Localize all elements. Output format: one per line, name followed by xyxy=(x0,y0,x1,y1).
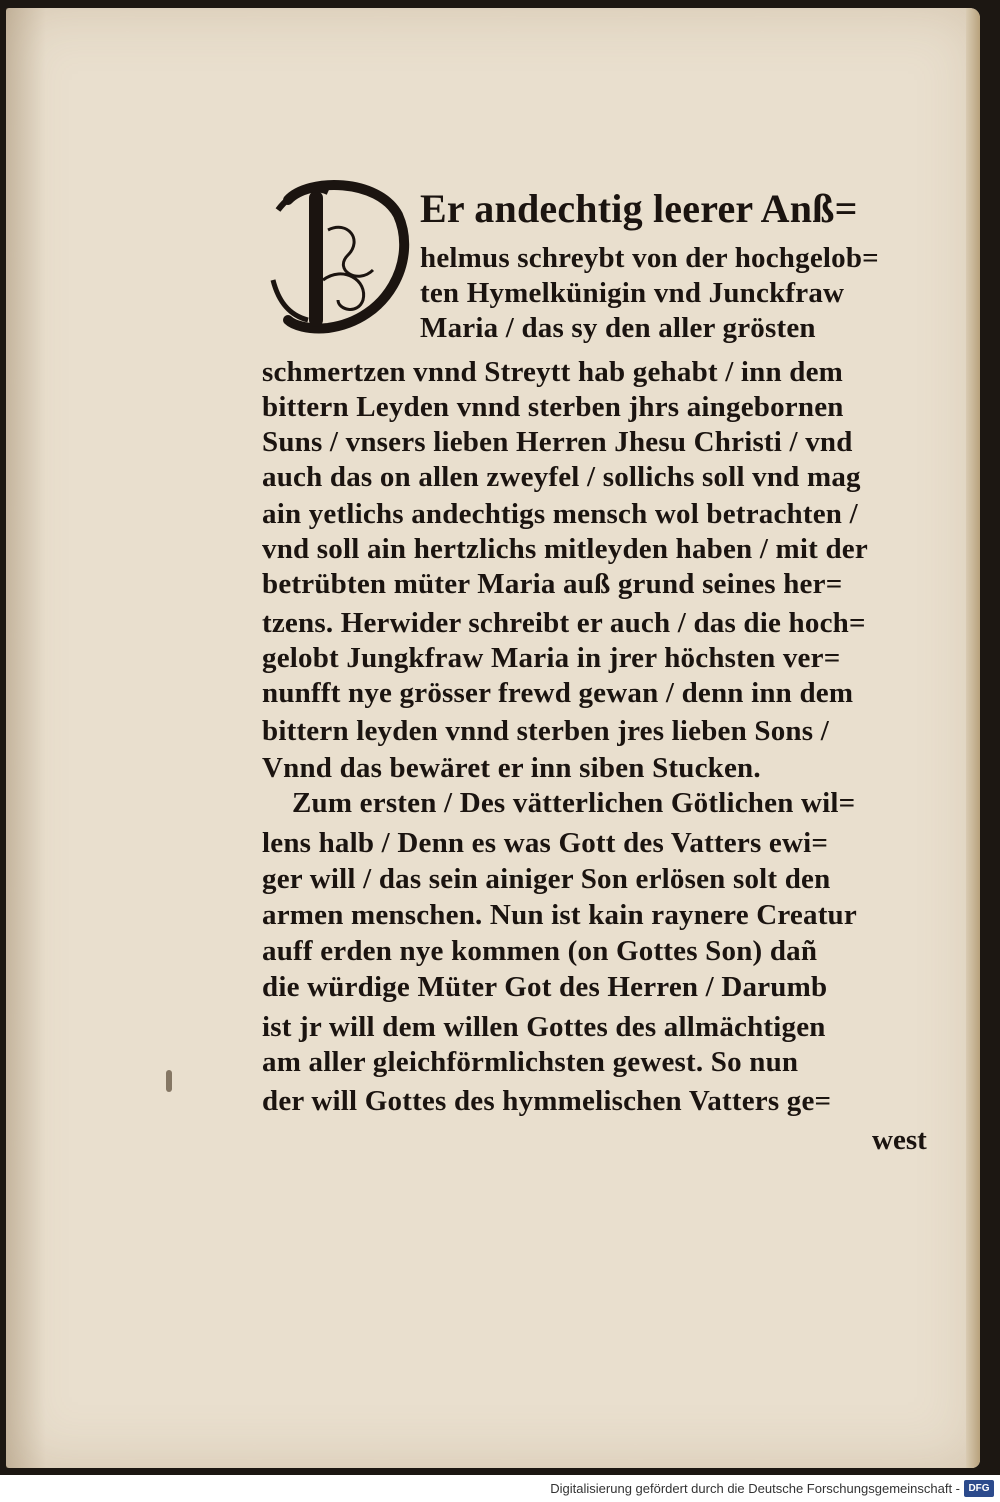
footer-bar xyxy=(0,1476,1000,1502)
page-gutter-shadow xyxy=(6,8,46,1468)
text-line-11: betrübten müter Maria auß grund seines her= xyxy=(262,568,843,600)
text-line-24: am aller gleichförmlichsten gewest. So nun xyxy=(262,1046,799,1078)
text-line-6: bittern Leyden vnnd sterben jhrs aingebornen xyxy=(262,391,844,423)
text-line-1: Er andechtig leerer Anß= xyxy=(420,186,858,231)
text-line-13: gelobt Jungkfraw Maria in jrer höchsten ver= xyxy=(262,642,841,674)
text-line-10: vnd soll ain hertzlichs mitleyden haben / mit der xyxy=(262,533,868,565)
catchword: west xyxy=(872,1124,927,1156)
text-line-5: schmertzen vnnd Streytt hab gehabt / inn dem xyxy=(262,356,844,388)
text-line-20: armen menschen. Nun ist kain raynere Creatur xyxy=(262,899,857,931)
decorated-initial-d xyxy=(268,170,418,340)
text-line-15: bittern leyden vnnd sterben jres lieben Sons / xyxy=(262,715,829,747)
text-line-23: ist jr will dem willen Gottes des allmächtigen xyxy=(262,1011,826,1043)
ink-stain xyxy=(166,1070,172,1092)
text-line-17: Zum ersten / Des vätterlichen Götlichen wil= xyxy=(292,787,856,819)
text-line-7: Suns / vnsers lieben Herren Jhesu Christi / vnd xyxy=(262,426,853,458)
text-line-3: ten Hymelkünigin vnd Junckfraw xyxy=(420,277,845,309)
footer-funding-text: Digitalisierung gefördert durch die Deutsche Forschungsgemeinschaft - xyxy=(550,1481,960,1496)
text-line-16: Vnnd das bewäret er inn siben Stucken. xyxy=(262,752,761,784)
text-line-14: nunfft nye grösser frewd gewan / denn inn dem xyxy=(262,677,854,709)
text-line-25: der will Gottes des hymmelischen Vatters ge= xyxy=(262,1085,832,1117)
text-line-8: auch das on allen zweyfel / sollichs soll vnd mag xyxy=(262,461,861,493)
text-line-19: ger will / das sein ainiger Son erlösen solt den xyxy=(262,863,831,895)
text-line-21: auff erden nye kommen (on Gottes Son) dañ xyxy=(262,935,818,967)
text-line-22: die würdige Müter Got des Herren / Darumb xyxy=(262,971,828,1003)
page-edge xyxy=(966,8,980,1468)
text-line-12: tzens. Herwider schreibt er auch / das die hoch= xyxy=(262,607,866,639)
text-line-2: helmus schreybt von der hochgelob= xyxy=(420,242,879,274)
text-line-9: ain yetlichs andechtigs mensch wol betrachten / xyxy=(262,498,858,530)
text-line-4: Maria / das sy den aller grösten xyxy=(420,312,816,344)
dfg-logo-icon[interactable]: DFG xyxy=(964,1480,994,1497)
text-line-18: lens halb / Denn es was Gott des Vatters ewi= xyxy=(262,827,829,859)
